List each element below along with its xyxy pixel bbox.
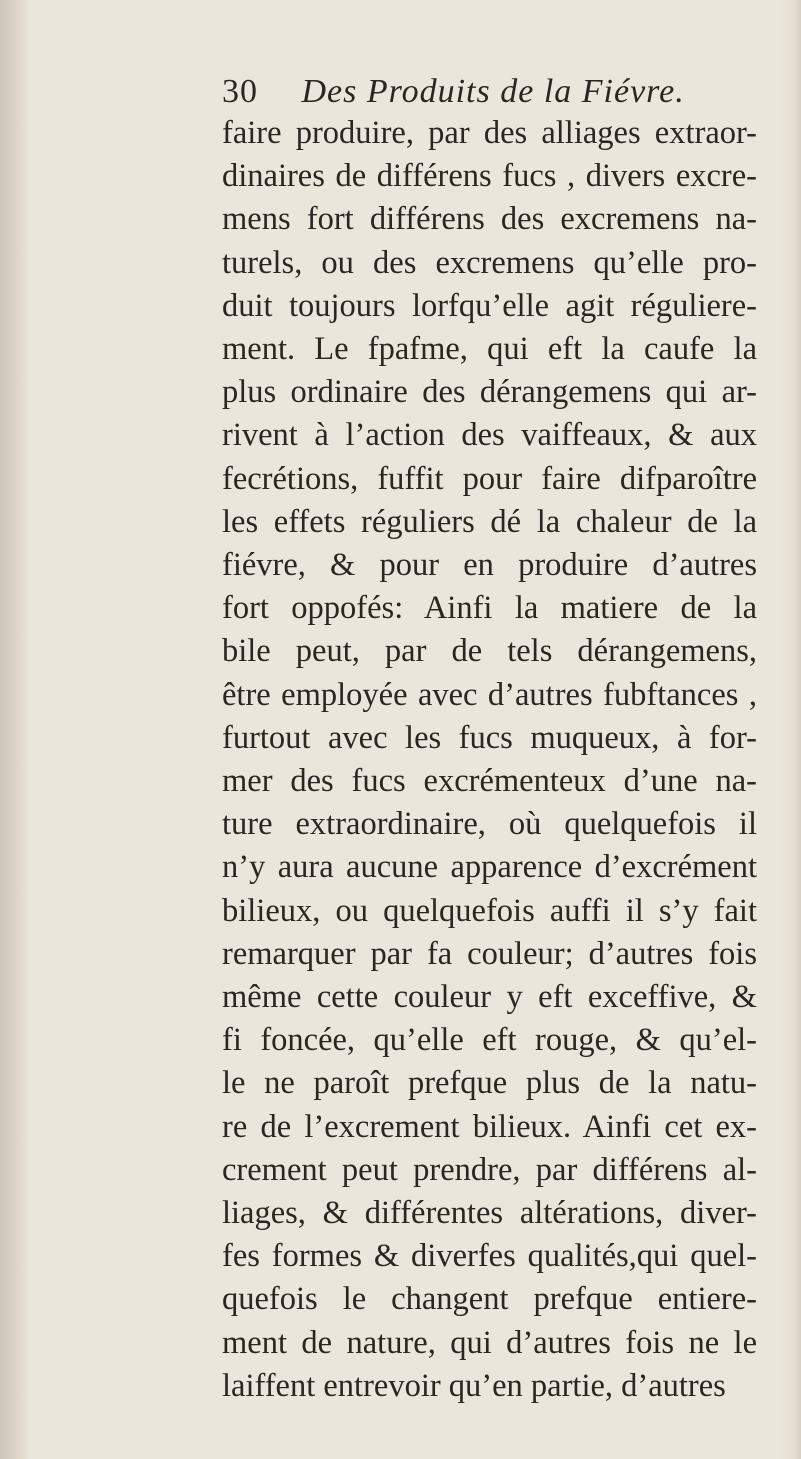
text-line: fecrétions, fuffit pour faire difparoître	[222, 460, 757, 497]
text-line: furtout avec les fucs muqueux, à for-	[222, 719, 757, 756]
text-line: turels, ou des excremens qu’elle pro-	[222, 244, 757, 281]
running-head-title: Des Produits de la Fiévre.	[301, 73, 685, 110]
text-line: faire produire, par des alliages extraor-	[222, 115, 757, 151]
text-line: laiffent entrevoir qu’en partie, d’autres	[222, 1367, 726, 1404]
text-line: bilieux, ou quelquefois auffi il s’y fait	[222, 892, 757, 929]
body-text	[222, 112, 757, 1408]
running-head	[222, 72, 685, 112]
text-line: rivent à l’action des vaiffeaux, & aux	[222, 417, 757, 454]
text-line: même cette couleur y eft exceffive, &	[222, 979, 757, 1016]
text-line: crement peut prendre, par différens al-	[222, 1151, 757, 1188]
text-line: ment. Le fpafme, qui eft la caufe la	[222, 331, 757, 368]
text-line: les effets réguliers dé la chaleur de la	[222, 503, 757, 540]
text-line: quefois le changent prefque entiere-	[222, 1281, 757, 1318]
text-line: être employée avec d’autres fubftances ,	[222, 676, 757, 713]
text-line: n’y aura aucune apparence d’excrément	[222, 849, 757, 886]
text-line: ture extraordinaire, où quelquefois il	[222, 806, 757, 843]
text-line: fi foncée, qu’elle eft rouge, & qu’el-	[222, 1022, 757, 1059]
text-line: remarquer par fa couleur; d’autres fois	[222, 935, 757, 972]
text-line: liages, & différentes altérations, diver-	[222, 1195, 757, 1232]
text-line: fiévre, & pour en produire d’autres	[222, 547, 757, 584]
text-line: plus ordinaire des dérangemens qui ar-	[222, 374, 757, 411]
text-line: dinaires de différens fucs , divers excre-	[222, 158, 757, 195]
text-line: ment de nature, qui d’autres fois ne le	[222, 1324, 757, 1361]
text-line: duit toujours lorfqu’elle agit réguliere-	[222, 287, 757, 324]
text-line: mer des fucs excrémenteux d’une na-	[222, 763, 757, 800]
text-line: fes formes & diverfes qualités,qui quel-	[222, 1238, 757, 1275]
text-line: mens fort différens des excremens na-	[222, 201, 757, 238]
text-line: re de l’excrement bilieux. Ainfi cet ex-	[222, 1108, 757, 1145]
text-line: le ne paroît prefque plus de la natu-	[222, 1065, 757, 1102]
text-line: fort oppofés: Ainfi la matiere de la	[222, 590, 757, 627]
text-line: bile peut, par de tels dérangemens,	[222, 633, 757, 670]
page-number: 30	[222, 73, 258, 110]
